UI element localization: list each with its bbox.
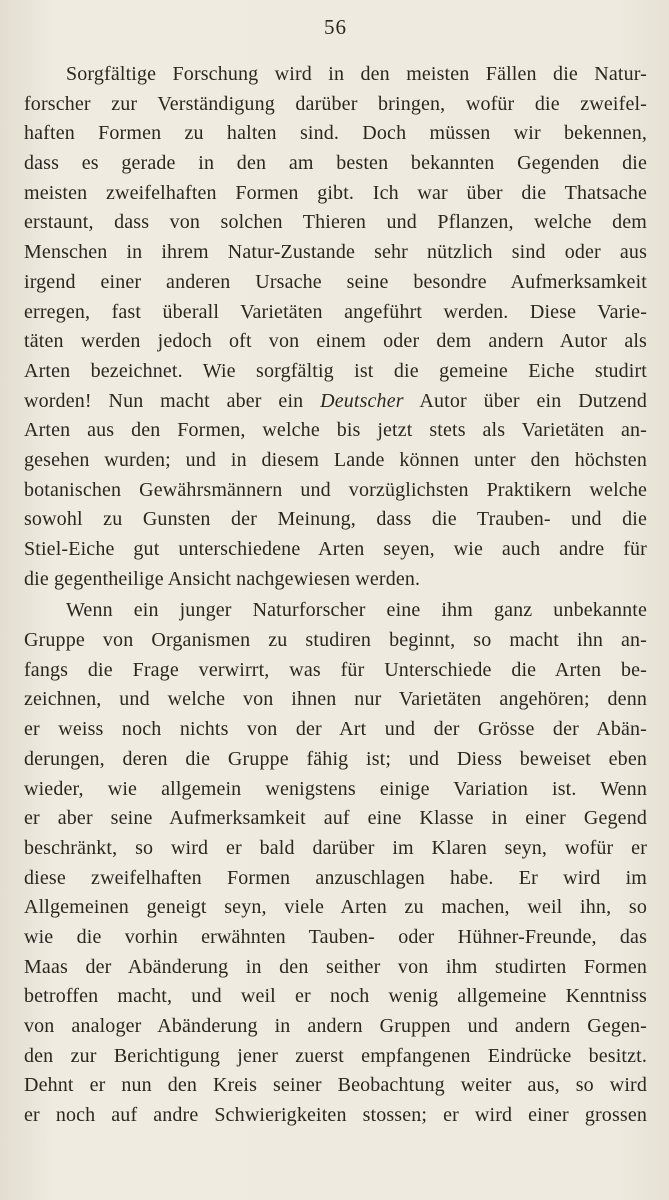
text-line: die gegentheilige Ansicht nachgewiesen werden. bbox=[24, 567, 421, 590]
text-line: Gruppe von Organismen zu studiren beginnt, so macht ihn an- bbox=[24, 629, 647, 652]
text-line: von analoger Abänderung in andern Gruppen und andern Gegen- bbox=[24, 1015, 647, 1037]
text-line: Maas der Abänderung in den seither von ihm studirten Formen bbox=[24, 955, 647, 978]
text-line: irgend einer anderen Ursache seine besondre Aufmerksamkeit bbox=[24, 270, 647, 293]
text-line: meisten zweifelhaften Formen gibt. Ich war über die Thatsache bbox=[24, 181, 647, 204]
text-line: Arten aus den Formen, welche bis jetzt stets als Varietäten an- bbox=[24, 419, 647, 442]
text-line: haften Formen zu halten sind. Doch müssen wir bekennen, bbox=[24, 122, 647, 145]
text-line: Dehnt er nun den Kreis seiner Beobachtung weiter aus, so wird bbox=[24, 1074, 647, 1097]
text-line: botanischen Gewährsmännern und vorzüglichsten Praktikern welche bbox=[24, 478, 647, 501]
text-line: fangs die Frage verwirrt, was für Unterschiede die Arten be- bbox=[24, 658, 647, 681]
text-line: Stiel-Eiche gut unterschiedene Arten seyen, wie auch andre für bbox=[24, 538, 647, 560]
text-line: täten werden jedoch oft von einem oder dem andern Autor als bbox=[24, 330, 647, 353]
text-line: gesehen wurden; und in diesem Lande können unter den höchsten bbox=[24, 448, 647, 471]
text-line: Sorgfältige Forschung wird in den meisten Fällen die Natur- bbox=[66, 63, 647, 85]
text-line: zeichnen, und welche von ihnen nur Varietäten angehören; denn bbox=[24, 688, 647, 711]
text-line: den zur Berichtigung jener zuerst empfangenen Eindrücke besitzt. bbox=[24, 1044, 647, 1067]
text-line: beschränkt, so wird er bald darüber im Klaren seyn, wofür er bbox=[24, 836, 647, 859]
text-line: erstaunt, dass von solchen Thieren und Pflanzen, welche dem bbox=[24, 211, 647, 234]
text-line: er aber seine Aufmerksamkeit auf eine Klasse in einer Gegend bbox=[24, 807, 647, 830]
text-segment: Autor über ein Dutzend bbox=[403, 389, 648, 412]
text-line: betroffen macht, und weil er noch wenig allgemeine Kenntniss bbox=[24, 985, 647, 1008]
text-line: Allgemeinen geneigt seyn, viele Arten zu machen, weil ihn, so bbox=[24, 896, 647, 919]
text-line: sowohl zu Gunsten der Meinung, dass die Trauben- und die bbox=[24, 508, 647, 531]
text-line: er noch auf andre Schwierigkeiten stossen; er wird einer grossen bbox=[24, 1104, 647, 1127]
paragraph-1 bbox=[24, 60, 647, 594]
text-line: diese zweifelhaften Formen anzuschlagen habe. Er wird im bbox=[24, 866, 647, 889]
paragraph-2 bbox=[24, 596, 647, 1130]
text-line: wie die vorhin erwähnten Tauben- oder Hühner-Freunde, das bbox=[24, 925, 647, 948]
text-line: erregen, fast überall Varietäten angeführt werden. Diese Varie- bbox=[24, 300, 647, 323]
text-line-mixed bbox=[24, 387, 647, 417]
text-line: wieder, wie allgemein wenigstens einige Variation ist. Wenn bbox=[24, 777, 647, 800]
text-line: dass es gerade in den am besten bekannten Gegenden die bbox=[24, 152, 647, 175]
text-segment: worden! Nun macht aber ein bbox=[24, 389, 321, 412]
text-line: forscher zur Verständigung darüber bringen, wofür die zweifel- bbox=[24, 92, 647, 115]
page-number: 56 bbox=[324, 15, 347, 39]
text-line: Wenn ein junger Naturforscher eine ihm ganz unbekannte bbox=[66, 599, 647, 622]
text-line: Arten bezeichnet. Wie sorgfältig ist die gemeine Eiche studirt bbox=[24, 359, 647, 382]
text-line: derungen, deren die Gruppe fähig ist; und Diess beweiset eben bbox=[24, 747, 647, 770]
italic-word: Deutscher bbox=[320, 389, 404, 412]
text-line: Menschen in ihrem Natur-Zustande sehr nützlich sind oder aus bbox=[24, 241, 647, 264]
text-line: er weiss noch nichts von der Art und der Grösse der Abän- bbox=[24, 718, 647, 741]
